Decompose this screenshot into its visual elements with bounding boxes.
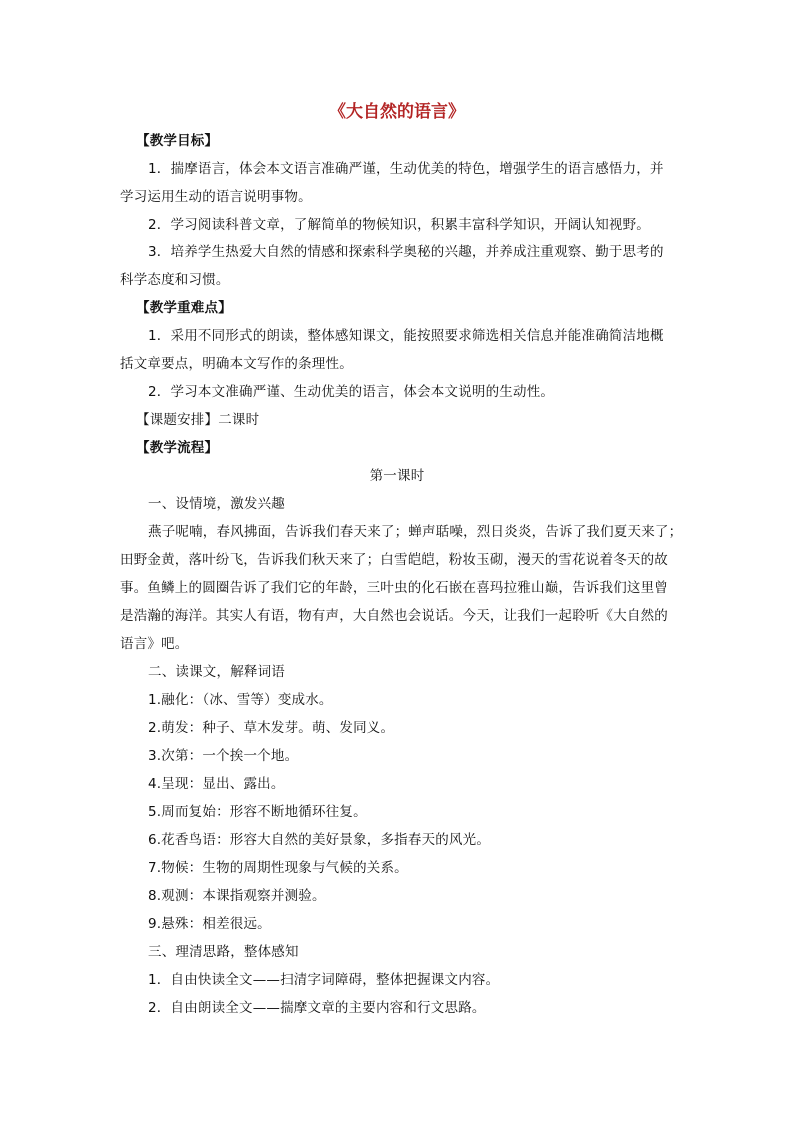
intro-paragraph-line-5: 语言》吧。 xyxy=(120,636,189,652)
key-point-1-line-1: 1．采用不同形式的朗读，整体感知课文，能按照要求筛选相关信息并能准确简洁地概 xyxy=(148,328,664,344)
key-point-1-line-2: 括文章要点，明确本文写作的条理性。 xyxy=(120,356,353,372)
vocab-item-8: 8.观测：本课指观察并测验。 xyxy=(148,888,326,904)
key-points-heading: 【教学重难点】 xyxy=(136,300,232,316)
flow-heading: 【教学流程】 xyxy=(136,440,219,456)
section-2-heading: 二、读课文，解释词语 xyxy=(148,664,285,680)
vocab-item-1: 1.融化：（冰、雪等）变成水。 xyxy=(148,692,333,708)
step-1: 1．自由快读全文——扫清字词障碍，整体把握课文内容。 xyxy=(148,972,500,988)
lesson-one-heading: 第一课时 xyxy=(369,468,425,484)
vocab-item-9: 9.悬殊：相差很远。 xyxy=(148,916,271,932)
objective-3-line-1: 3．培养学生热爱大自然的情感和探索科学奥秘的兴趣，并养成注重观察、勤于思考的 xyxy=(148,244,664,260)
objective-1-line-1: 1．揣摩语言，体会本文语言准确严谨，生动优美的特色，增强学生的语言感悟力，并 xyxy=(148,161,664,177)
section-3-heading: 三、理清思路，整体感知 xyxy=(148,944,299,960)
intro-paragraph-line-1: 燕子呢喃，春风拂面，告诉我们春天来了；蝉声聒噪，烈日炎炎，告诉了我们夏天来了； xyxy=(148,524,683,540)
vocab-item-6: 6.花香鸟语：形容大自然的美好景象，多指春天的风光。 xyxy=(148,832,491,848)
vocab-item-2: 2.萌发：种子、草木发芽。萌、发同义。 xyxy=(148,720,395,736)
vocab-item-5: 5.周而复始：形容不断地循环往复。 xyxy=(148,804,367,820)
section-1-heading: 一、设情境，激发兴趣 xyxy=(148,496,285,512)
objectives-heading: 【教学目标】 xyxy=(136,133,219,149)
intro-paragraph-line-4: 是浩瀚的海洋。其实人有语，物有声，大自然也会说话。今天，让我们一起聆听《大自然的 xyxy=(120,608,668,624)
objective-2: 2．学习阅读科普文章，了解简单的物候知识，积累丰富科学知识，开阔认知视野。 xyxy=(148,217,650,233)
schedule-line: 【课题安排】二课时 xyxy=(136,412,260,428)
step-2: 2．自由朗读全文——揣摩文章的主要内容和行文思路。 xyxy=(148,1000,486,1016)
vocab-item-3: 3.次第：一个挨一个地。 xyxy=(148,748,299,764)
intro-paragraph-line-3: 事。鱼鳞上的圆圈告诉了我们它的年龄，三叶虫的化石嵌在喜玛拉雅山巅，告诉我们这里曾 xyxy=(120,580,668,596)
objective-1-line-2: 学习运用生动的语言说明事物。 xyxy=(120,189,312,205)
vocab-item-4: 4.呈现：显出、露出。 xyxy=(148,776,285,792)
intro-paragraph-line-2: 田野金黄，落叶纷飞，告诉我们秋天来了；白雪皑皑，粉妆玉砌，漫天的雪花说着冬天的故 xyxy=(120,552,668,568)
vocab-item-7: 7.物候：生物的周期性现象与气候的关系。 xyxy=(148,860,408,876)
document-title: 《大自然的语言》 xyxy=(329,102,465,122)
key-point-2: 2．学习本文准确严谨、生动优美的语言，体会本文说明的生动性。 xyxy=(148,384,555,400)
objective-3-line-2: 科学态度和习惯。 xyxy=(120,272,230,288)
